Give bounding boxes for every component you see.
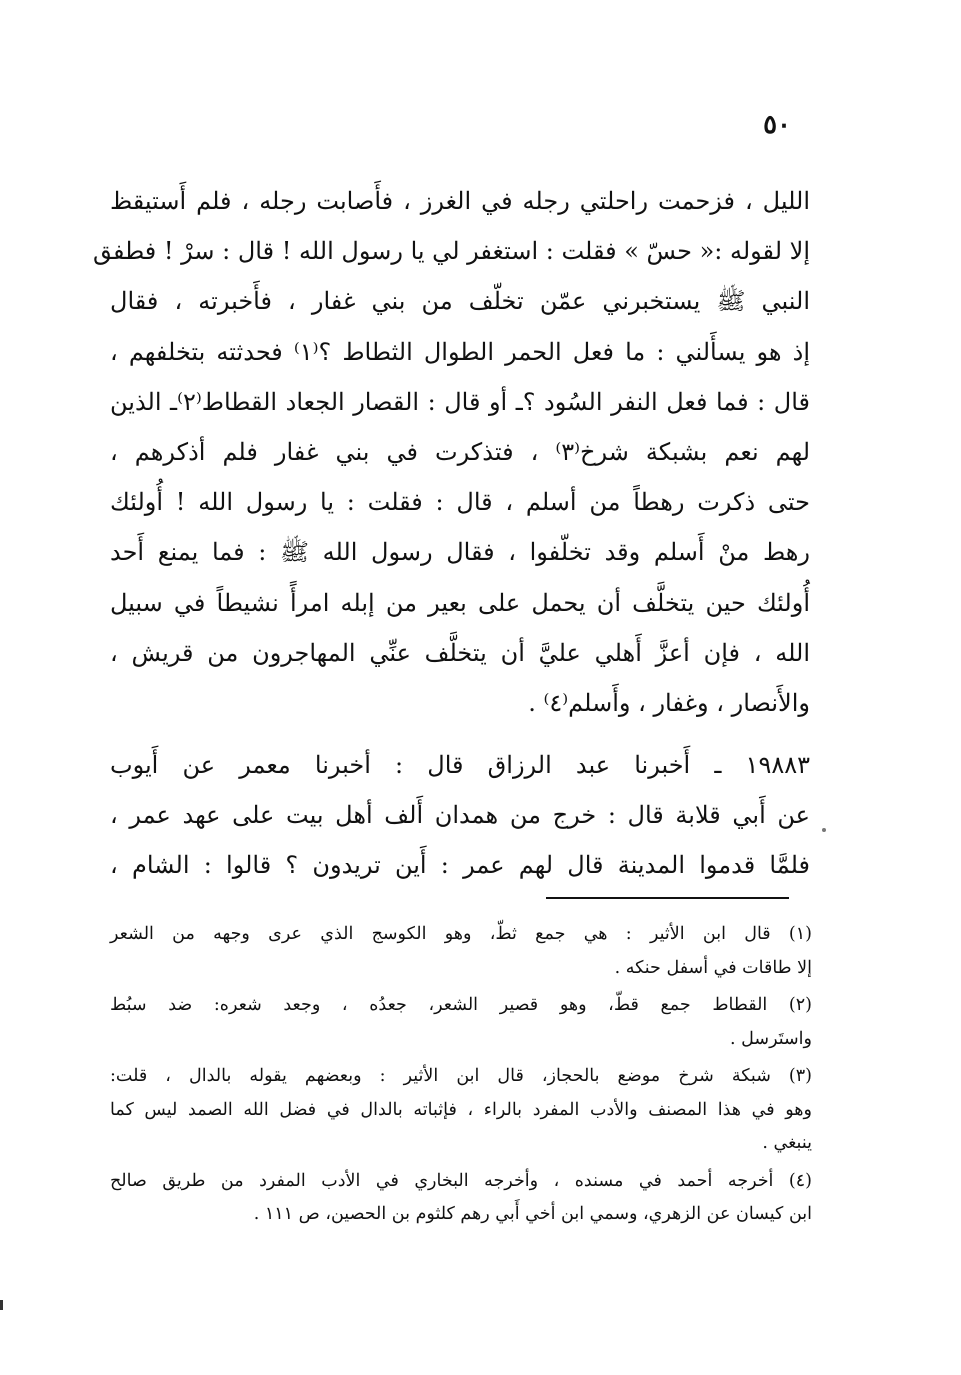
main-text-line: قال : فما فعل النفر السُود ؟ـ أو قال : القصار الجعاد القطاط⁽٢⁾ـ الذين: [110, 387, 810, 416]
footnote-line: (٣) شبكة شرخ موضع بالحجاز، قال ابن الأثير : وبعضهم يقوله بالدال ، قلت:: [110, 1066, 812, 1086]
main-text-line: الله ، فإن أعزَّ أَهلي عليَّ أن يتخلَّف عنِّي المهاجرون من قريش ،: [110, 638, 810, 667]
footnote-line: (١) قال ابن الأثير : هي جمع ثطّ، وهو الكوسج الذي عرى وجهه من الشعر: [110, 924, 812, 944]
main-text-line: لهم نعم بشبكة شرخ⁽٣⁾ ، فتذكرت في بني غفار فلم أذكرهم ،: [110, 438, 811, 467]
footnote-1: [110, 918, 812, 985]
hadith-text-line: عن أَبي قلابة قال : خرج من همدان أَلف أهل بيت على عهد عمر ،: [110, 801, 810, 829]
page-number: ٥٠: [763, 110, 791, 140]
footnote-line: إلا طاقات في أسفل حنكه .: [614, 957, 812, 978]
hadith-19883-block: [110, 740, 810, 890]
hadith-text-line: فلمَّا قدموا المدينة قال لهم عمر : أَين تريدون ؟ قالوا : الشام ،: [110, 851, 810, 879]
main-text-line: إلا لقوله :« حسّ » فقلت : استغفر لي يا رسول الله ! قال : سرْ ! فطفق: [92, 237, 810, 266]
main-text-line: رهط منْ أَسلم وقد تخلّفوا ، فقال رسول الله ﷺ : فما يمنع أَحد: [110, 538, 810, 567]
footnote-line: وهو في هذا المصنف والأدب المفرد بالراء ، فإثباته بالدال في فضل الله الصمد ليس كما: [110, 1099, 812, 1120]
scan-speck: [822, 828, 826, 832]
main-text-line: الليل ، فزحمت راحلتي رجله في الغرز ، فأَصابت رجله ، فلم أَستيقظ: [110, 187, 810, 215]
footnote-line: ينبغي .: [762, 1133, 812, 1153]
footnote-4: [110, 1165, 812, 1232]
footnote-2: [110, 989, 812, 1056]
main-text-block: [92, 176, 811, 728]
footnote-line: ابن كيسان عن الزهري، وسمي ابن أخي أَبي رهم كلثوم بن الحصين، ص ١١١ .: [253, 1204, 812, 1224]
footnote-3: [110, 1060, 812, 1161]
footnotes-section: [110, 918, 812, 1232]
main-text-line: حتى ذكرت رهطاً من أسلم ، قال : فقلت : يا رسول الله ! أُولئك: [110, 488, 810, 517]
footnote-divider: [546, 897, 789, 899]
main-text-line: النبي ﷺ يستخبرني عمّن تخلّف من بني غفار ، فأَخبرته ، فقال: [110, 287, 810, 316]
main-text-line: أُولئك حين يتخلَّف أن يحمل على بعير من إبله امرأً نشيطاً في سبيل: [110, 588, 810, 617]
main-text-line: والأَنصار ، وغفار ، وأَسلم⁽٤⁾ .: [528, 689, 810, 718]
footnote-line: واستَرسل .: [730, 1028, 812, 1049]
footnote-line: (٢) القطاط جمع قطّ، وهو قصير الشعر، جعدُه ، وجعد شعره: ضد سبُط: [110, 995, 812, 1015]
main-text-line: إذ هو يسأَلني : ما فعل الحمر الطوال الثطاط ؟⁽١⁾ فحدثته بتخلفهم ،: [110, 337, 810, 366]
hadith-text-line: ١٩٨٨٣ ـ أَخبرنا عبد الرزاق قال : أخبرنا معمر عن أَيوب: [110, 751, 810, 779]
scan-edge-mark: [0, 1300, 3, 1310]
footnote-line: (٤) أخرجه أحمد في مسنده ، وأخرجه البخاري في الأدب المفرد من طريق صالح: [110, 1170, 812, 1191]
